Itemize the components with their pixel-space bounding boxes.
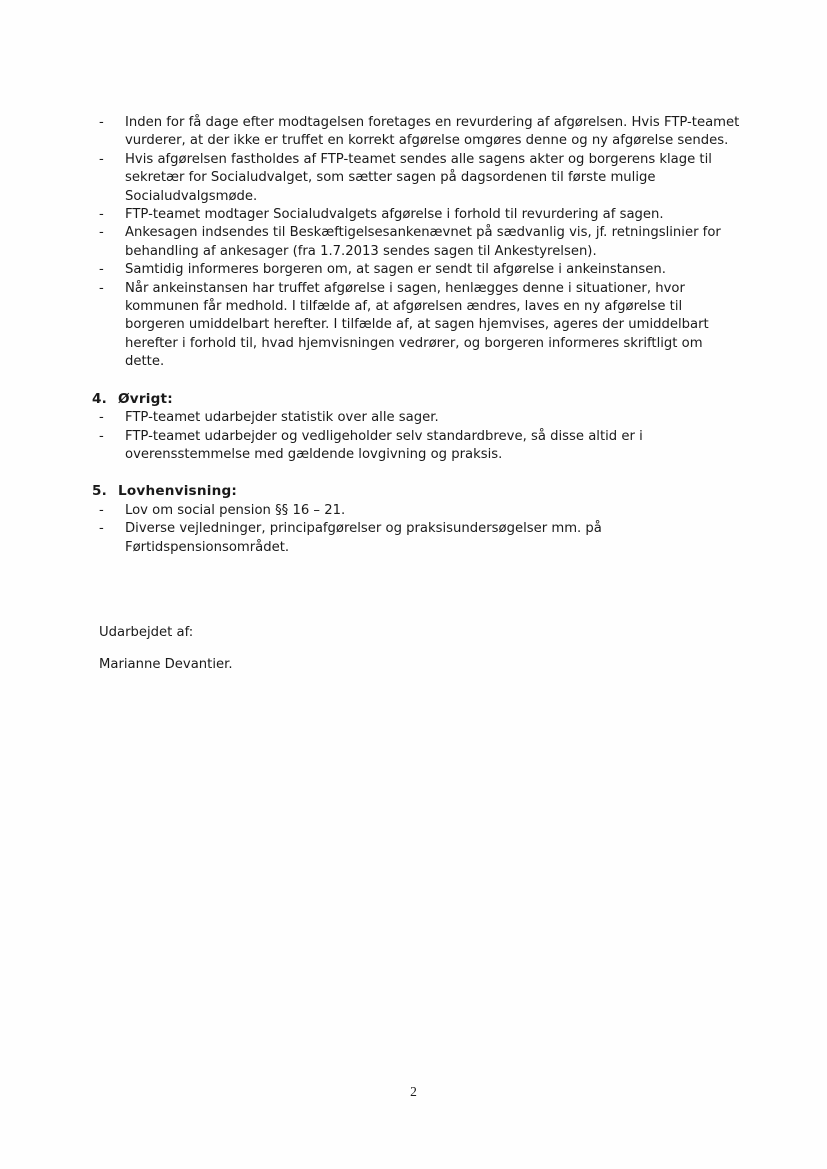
list-item-text: FTP-teamet udarbejder statistik over alle sager.	[125, 410, 439, 426]
list-item-text: Hvis afgørelsen fastholdes af FTP-teamet sendes alle sagens akter og borgerens klage til sekretær for Socialudvalget, som sætter sagen på dagsordenen til første mulige Socialudvalgsmøde.	[125, 151, 712, 204]
list-item-text: Diverse vejledninger, principafgørelser og praksisundersøgelser mm. på Førtidspensionsområdet.	[125, 521, 602, 555]
list-item	[92, 224, 742, 261]
list-item	[92, 114, 742, 151]
section-heading-ovrigt	[92, 390, 742, 408]
lovhenvisning-list	[92, 502, 742, 557]
dash-bullet: -	[99, 502, 104, 518]
document-body	[92, 114, 742, 557]
prepared-by-label: Udarbejdet af:	[99, 625, 194, 640]
dash-bullet: -	[99, 225, 104, 241]
list-item	[92, 151, 742, 206]
list-item-text: Ankesagen indsendes til Beskæftigelsesankenævnet på sædvanlig vis, jf. retningslinier for behandling af ankesager (fra 1.7.2013 sendes sagen til Ankestyrelsen).	[125, 225, 721, 259]
page-number: 2	[410, 1084, 417, 1099]
list-item-text: FTP-teamet udarbejder og vedligeholder selv standardbreve, så disse altid er i overensstemmelse med gældende lovgivning og praksis.	[125, 428, 643, 462]
dash-bullet: -	[99, 262, 104, 278]
list-item-text: Når ankeinstansen har truffet afgørelse i sagen, henlægges denne i situationer, hvor kommunen får medhold. I tilfælde af, at afgørelsen ændres, laves en ny afgørelse til borgeren umiddelbart herefter. I tilfælde af, at sagen hjemvises, ageres der umiddelbart herefter i forhold til, hvad hjemvisningen vedrører, og borgeren informeres skriftligt om dette.	[125, 280, 709, 370]
author-name: Marianne Devantier.	[99, 657, 233, 672]
section-number: 5.	[92, 483, 108, 500]
list-item	[92, 206, 742, 224]
section-title: Lovhenvisning:	[118, 483, 238, 500]
list-item-text: Inden for få dage efter modtagelsen foretages en revurdering af afgørelsen. Hvis FTP-teamet vurderer, at der ikke er truffet en korrekt afgørelse omgøres denne og ny afgørelse sendes.	[125, 115, 740, 149]
section-number: 4.	[92, 390, 108, 407]
dash-bullet: -	[99, 410, 104, 426]
dash-bullet: -	[99, 280, 104, 296]
section-heading-lovhenvisning	[92, 482, 742, 500]
dash-bullet: -	[99, 428, 104, 444]
list-item-text: Lov om social pension §§ 16 – 21.	[125, 502, 346, 518]
dash-bullet: -	[99, 115, 104, 130]
list-item	[92, 280, 742, 372]
list-item	[92, 502, 742, 520]
dash-bullet: -	[99, 521, 104, 537]
dash-bullet: -	[99, 151, 104, 167]
list-item	[92, 428, 742, 465]
list-item	[92, 520, 742, 557]
list-item	[92, 409, 742, 427]
dash-bullet: -	[99, 207, 104, 223]
procedure-list	[92, 114, 742, 372]
list-item	[92, 261, 742, 279]
ovrigt-list	[92, 409, 742, 464]
list-item-text: Samtidig informeres borgeren om, at sagen er sendt til afgørelse i ankeinstansen.	[125, 262, 666, 278]
list-item-text: FTP-teamet modtager Socialudvalgets afgørelse i forhold til revurdering af sagen.	[125, 207, 664, 223]
section-title: Øvrigt:	[118, 390, 173, 407]
